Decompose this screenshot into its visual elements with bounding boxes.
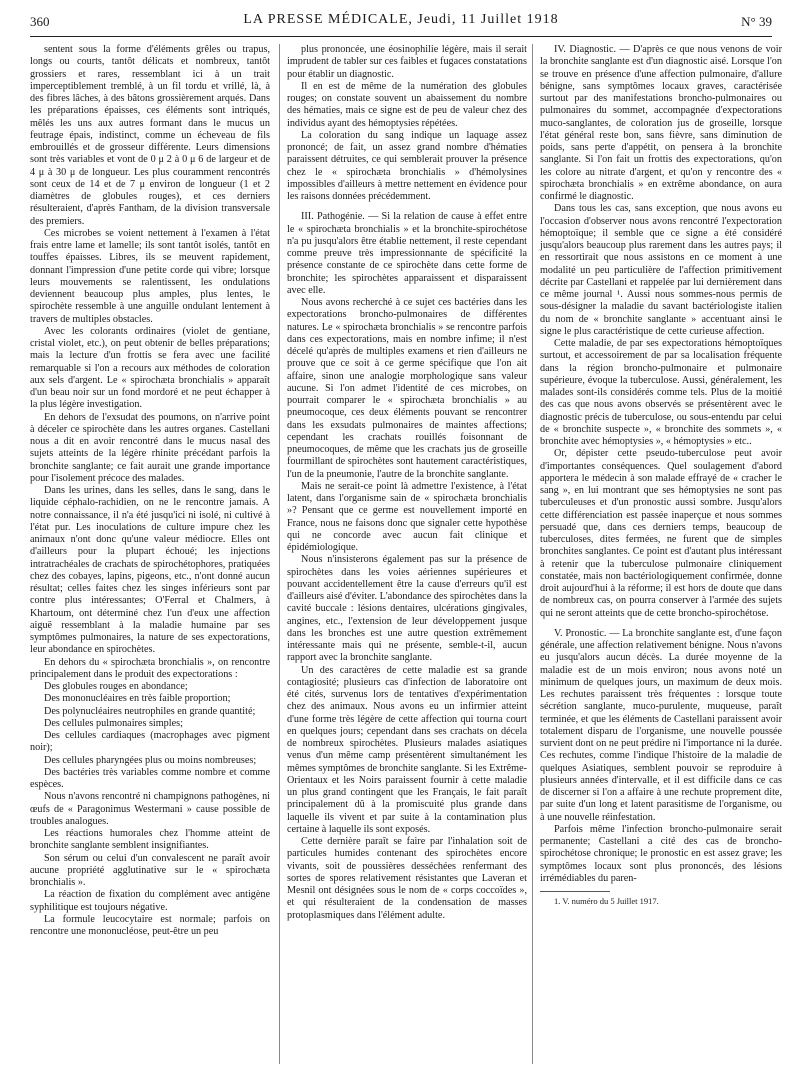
paragraph: Nous avons recherché à ce sujet ces bactéries dans les expectorations broncho-pulmonaires de différentes natures. Le « spirochæta bronchialis » se rencontre parfois dans ces expectorations, mais en nombre infime; il n'est décelé qu'après de multiples examens et rien d'ailleurs ne prouve que ce soit à ce germe spécifique que l'on ait affaire, sinon une analogie morphologique sans valeur aucune. Si l'on admet l'identité de ces microbes, on pourrait comparer le « spirochæta bronchialis » au pneumocoque, ces deux éléments pouvant se rencontrer dans les exsudats pulmonaires de maintes affections; cependant les crachats rouillés foisonnant de pneumocoques, de même que les crachats jus de groseille fourmillant de spirochètes sont hautement caractéristiques, l'un de la pneumonie, l'autre de la bronchite sanglante. <box>287 297 527 480</box>
paragraph: En dehors de l'exsudat des poumons, on n'arrive point à déceler ce spirochète dans les autres organes. Castellani nous a dit en avoir rencontré dans le mucus nasal des sujets atteints de la légère rhinite précédant parfois la bronchite sanglante; ce fait aurait une grande importance pour l'isolement précoce des malades. <box>30 411 270 484</box>
column-divider <box>279 44 280 1064</box>
list-item: Des cellules pharyngées plus ou moins nombreuses; <box>44 754 257 766</box>
section-pronostic: V. Pronostic. — La bronchite sanglante est, d'une façon générale, une affection relativement bénigne. Nous n'avons eu jusqu'alors aucun décès. La durée moyenne de la maladie est de un mois environ; nous avons noté un minimum de quelques jours, un maximum de deux mois. Les rechutes paraissent très fréquentes : lorsque toute sécrétion sanglante, muco-purulente, muqueuse, paraît terminée, et que les éléments de Castellani paraissent avoir totalement disparu de l'organisme, une nouvelle poussée survient dont on ne peut prédire ni l'importance ni la durée. Ces rechutes, comme l'indique l'histoire de la maladie de quelques Asiatiques, semblent pouvoir se reproduire à plusieurs années d'intervalle, et il est difficile dans ce cas de discerner si l'on a affaire à une rechute proprement dite, par suite d'un long et latent parasitisme de l'organisme, ou à une nouvelle réinfestation. <box>540 627 782 823</box>
paragraph: La coloration du sang indique un laquage assez prononcé; de fait, un assez grand nombre d'hématies paraissent détruites, ce qui semblerait prouver la présence chez le « spirochæta bronchialis » d'hémolysines impossibles d'ailleurs à mettre nettement en évidence pour les raisons données précédemment. <box>287 129 527 202</box>
list-item: Des mononucléaires en très faible proportion; <box>44 693 231 705</box>
paragraph: sentent sous la forme d'éléments grêles ou trapus, longs ou courts, tantôt délicats et nombreux, tantôt grossiers et rares, ressemblant ici à un trait imperceptiblement tremblé, à un fil tordu et vrillé, là, à des fibres lâches, à des bâtons grossièrement arqués. Dans les préparations épaisses, ces éléments sont intriqués, mêlés les uns aux autres formant dans le mucus un feutrage épais, indistinct, comme un écheveau de fils embrouillés et de grosseur différente. Leurs dimensions sont très variables et vont de 0 μ 2 à 0 μ 6 de largeur et de 4 μ à 30 μ de longueur. Les plus couramment rencontrés sont ceux de 14 et de 7 μ environ de longueur (1 et 2 diamètres de globules rouges), et ces derniers résulteraient, d'après Fantham, de la division transversale des premiers. <box>30 44 270 227</box>
paragraph: Il en est de même de la numération des globules rouges; on constate souvent un abaissement du nombre des hématies, mais ce signe est de peu de valeur chez des individus ayant des hémoptysies répétées. <box>287 80 527 129</box>
paragraph: La réaction de fixation du complément avec antigène syphilitique est toujours négative. <box>30 889 270 913</box>
paragraph: Or, dépister cette pseudo-tuberculose peut avoir d'importantes conséquences. Quel soulagement d'abord apportera le médecin à son malade effrayé de « cracher le sang », en lui montrant que ses hémoptysies ne sont pas tuberculeuses et d'un pronostic aussi sombre. Jusqu'alors cette différenciation est passée inaperçue et nous sommes persuadé que, dans ces derniers temps, beaucoup de tuberculoses, dites fermées, ne furent que de simples bronchites sanglantes. Ce point est d'autant plus intéressant à retenir que la tuberculose pulmonaire cliniquement constatée, mais non bactériologiquement confirmée, donne droit aujourd'hui à la réforme; il est hors de doute que dans de nombreux cas, on pourra conserver à l'armée des sujets qui ne seront atteints que de cette broncho-spirochétose. <box>540 448 782 619</box>
paragraph: La formule leucocytaire est normale; parfois on rencontre une mononucléose, peut-être un peu <box>30 913 270 937</box>
paragraph: Dans les urines, dans les selles, dans le sang, dans le liquide céphalo-rachidien, on ne le rencontre jamais. A notre connaissance, il n'a été jusqu'ici ni isolé, ni cultivé à l'état pur. Les inoculations de culture impure chez les animaux n'ont donc qu'une valeur médiocre. Elles ont d'ailleurs pour la plupart échoué; les injections intratrachéales de crachats de spirochétophores, pratiquées chez des cobayes, lapins, pigeons, etc., n'ont donné aucun résultat; celles faites chez les singes inférieurs sont par contre plus intéressantes; O'Ferral et Chalmers, à Khartoum, ont déterminé chez l'un d'eux une affection aiguë ressemblant à la maladie humaine par ses symptômes pulmonaires, la nature de ses expectorations, leur abondance en spirochètes. <box>30 485 270 656</box>
paragraph: plus prononcée, une éosinophilie légère, mais il serait imprudent de tabler sur ces faibles et fugaces constatations pour établir un diagnostic. <box>287 44 527 80</box>
paragraph: Cette maladie, de par ses expectorations hémoptoïques surtout, et accessoirement de par sa localisation fréquente dans la région broncho-pulmonaire et pulmonaire supérieure, évoque la tuberculose. Aussi, généralement, les malades sont-ils considérés comme tels. Plus de la moitié des cas que nous avons observés se présentèrent avec le diagnostic précis de tuberculose, ou sous-entendu par celui de « bronchite suspecte », « bronchite des sommets », « bronchite avec hémoptysies », « hémoptysies » etc.. <box>540 338 782 447</box>
paragraph: Un des caractères de cette maladie est sa grande contagiosité; plusieurs cas d'infection de laboratoire ont été cités, survenus lors de tentatives d'expérimentation chez des animaux. Nous avons eu un infirmier atteint d'une forme très légère de cette affection qui tourna court en quelques jours; cependant dans ses crachats on décela de nombreux spirochètes. Plusieurs malades asiatiques venus d'un même camp présentèrent simultanément les mêmes symptômes de bronchite sanglante. Si les Extrême-Orientaux et les Noirs paraissent fournir à cette maladie un plus grand contingent que les Français, le fait paraît principalement dû à la promiscuité plus grande dans laquelle ils vivent et par suite à la contamination plus certaine à laquelle ils sont exposés. <box>287 664 527 835</box>
section-pathogenie: III. Pathogénie. — Si la relation de cause à effet entre le « spirochæta bronchialis » et la bronchite-spirochétose n'a pu jusqu'alors être établie nettement, il reste cependant comme preuve très impressionnante de spécificité la présence constante de ce spirochète dans cette forme de bronchite; les spirochètes apparaissent et disparaissent avec elle. <box>287 211 527 296</box>
list-item: Des cellules cardiaques (macrophages avec pigment noir); <box>30 730 270 754</box>
paragraph: Son sérum ou celui d'un convalescent ne paraît avoir aucune propriété agglutinative sur le « spirochæta bronchialis ». <box>30 852 270 888</box>
issue-number: N° 39 <box>741 14 772 29</box>
column-3 <box>540 44 782 907</box>
column-2 <box>287 44 527 922</box>
page-number: 360 <box>30 14 50 29</box>
footnote-rule <box>540 891 610 892</box>
journal-title: LA PRESSE MÉDICALE, Jeudi, 11 Juillet 1918 <box>243 12 559 27</box>
paragraph: Les réactions humorales chez l'homme atteint de bronchite sanglante semblent insignifiantes. <box>30 828 270 852</box>
column-1 <box>30 44 270 938</box>
paragraph: Mais ne serait-ce point là admettre l'existence, à l'état latent, dans l'organisme sain de « spirochæta bronchialis »? Pensant que ce germe est nouvellement importé en France, nous ne faisons donc que signaler cette hypothèse qui ne concorde avec aucun fait clinique et épidémiologique. <box>287 480 527 553</box>
paragraph: Nous n'avons rencontré ni champignons pathogènes, ni œufs de « Paragonimus Westermani » cause possible de troubles analogues. <box>30 791 270 827</box>
list-item: Des globules rouges en abondance; <box>44 681 188 692</box>
list-item: Des cellules pulmonaires simples; <box>44 717 183 729</box>
list-item: Des bactéries très variables comme nombre et comme espèces. <box>30 766 270 790</box>
paragraph: Cette dernière paraît se faire par l'inhalation soit de particules humides contenant des spirochètes encore vivants, soit de poussières desséchées renfermant des sortes de spores relativement résistantes que Laveran et Mesnil ont désignées sous le nom de « corps coccoïdes », et qui résulteraient de la condensation de masses protoplasmiques dans l'élément adulte. <box>287 836 527 921</box>
paragraph: Dans tous les cas, sans exception, que nous avons eu l'occasion d'observer nous avons rencontré l'expectoration hémoptoïque; il semble que ce signe a été considéré jusqu'alors beaucoup plus rarement dans les autres pays; il en ressortirait que nous assistons en ce moment à une modalité un peu particulière de l'affection primitivement décrite par Castellani et rappelée par lui dernièrement dans ce même journal ¹. Aussi nous sommes-nous permis de sous-désigner la maladie du savant bactériologiste italien du nom de « bronchite sanglante » accentuant ainsi le signe le plus caractéristique de cette curieuse affection. <box>540 203 782 337</box>
paragraph: Parfois même l'infection broncho-pulmonaire serait permanente; Castellani a cité des cas de broncho-spirochétose chronique; le pronostic en est assez grave; les symptômes locaux sont plus prononcés, des lésions irrémédiables du paren- <box>540 823 782 884</box>
page-header <box>30 12 772 34</box>
footnote: 1. V. numéro du 5 Juillet 1917. <box>554 896 659 906</box>
column-divider <box>532 44 533 1064</box>
list-item: Des polynucléaires neutrophiles en grande quantité; <box>44 705 256 717</box>
paragraph: Ces microbes se voient nettement à l'examen à l'état frais entre lame et lamelle; ils sont tantôt isolés, tantôt en touffes épaisses. Libres, ils se meuvent rapidement, donnant l'impression d'une petite corde qui vibre; lorsque leurs mouvements se ralentissent, les ondulations deviennent beaucoup plus amples, plus lentes, le spirochète ressemble à une anguille ondulant lentement à travers de multiples obstacles. <box>30 227 270 325</box>
paragraph: Avec les colorants ordinaires (violet de gentiane, cristal violet, etc.), on peut obtenir de belles préparations; mais la lecture d'un frottis se fera avec une facilité remarquable si l'on a recours aux méthodes de coloration aux sels d'argent. Le « spirochæta bronchialis » apparaît d'un beau noir sur un fond mordoré et ne peut échapper à la plus légère investigation. <box>30 325 270 411</box>
paragraph: En dehors du « spirochæta bronchialis », on rencontre principalement dans le produit des expectorations : <box>30 656 270 680</box>
paragraph: Nous n'insisterons également pas sur la présence de spirochètes dans les voies aériennes supérieures et pouvant accidentellement être la cause d'erreurs qu'il est d'ailleurs aisé d'éviter. L'abondance des spirochètes dans la cavité buccale : lésions dentaires, ulcérations gingivales, angines, etc., l'extension de leur développement jusque dans les bronches est une autre question extrêmement intéressante mais qui ne présente, semble-t-il, aucun rapport avec la bronchite sanglante. <box>287 554 527 664</box>
section-diagnostic: IV. Diagnostic. — D'après ce que nous venons de voir la bronchite sanglante est d'un diagnostic aisé. Lorsque l'on se trouve en présence d'une affection pulmonaire, d'allure bénigne, sans symptômes locaux graves, caractérisée surtout par des manifestations broncho-pulmonaires ou pulmonaires du sommet, accompagnée d'expectorations muco-sanglantes, de coloration jus de groseille, lorsque l'état général reste bon, sans fièvre, sans diminution de poids, sans perte d'appétit, on pensera à la bronchite sanglante. Si l'on fait un frottis des expectorations, qu'on les colore au nitrate d'argent, et qu'on y rencontre des « spirochæta bronchialis » en extrême abondance, on aura confirmé le diagnostic. <box>540 44 782 202</box>
header-rule <box>30 36 772 37</box>
